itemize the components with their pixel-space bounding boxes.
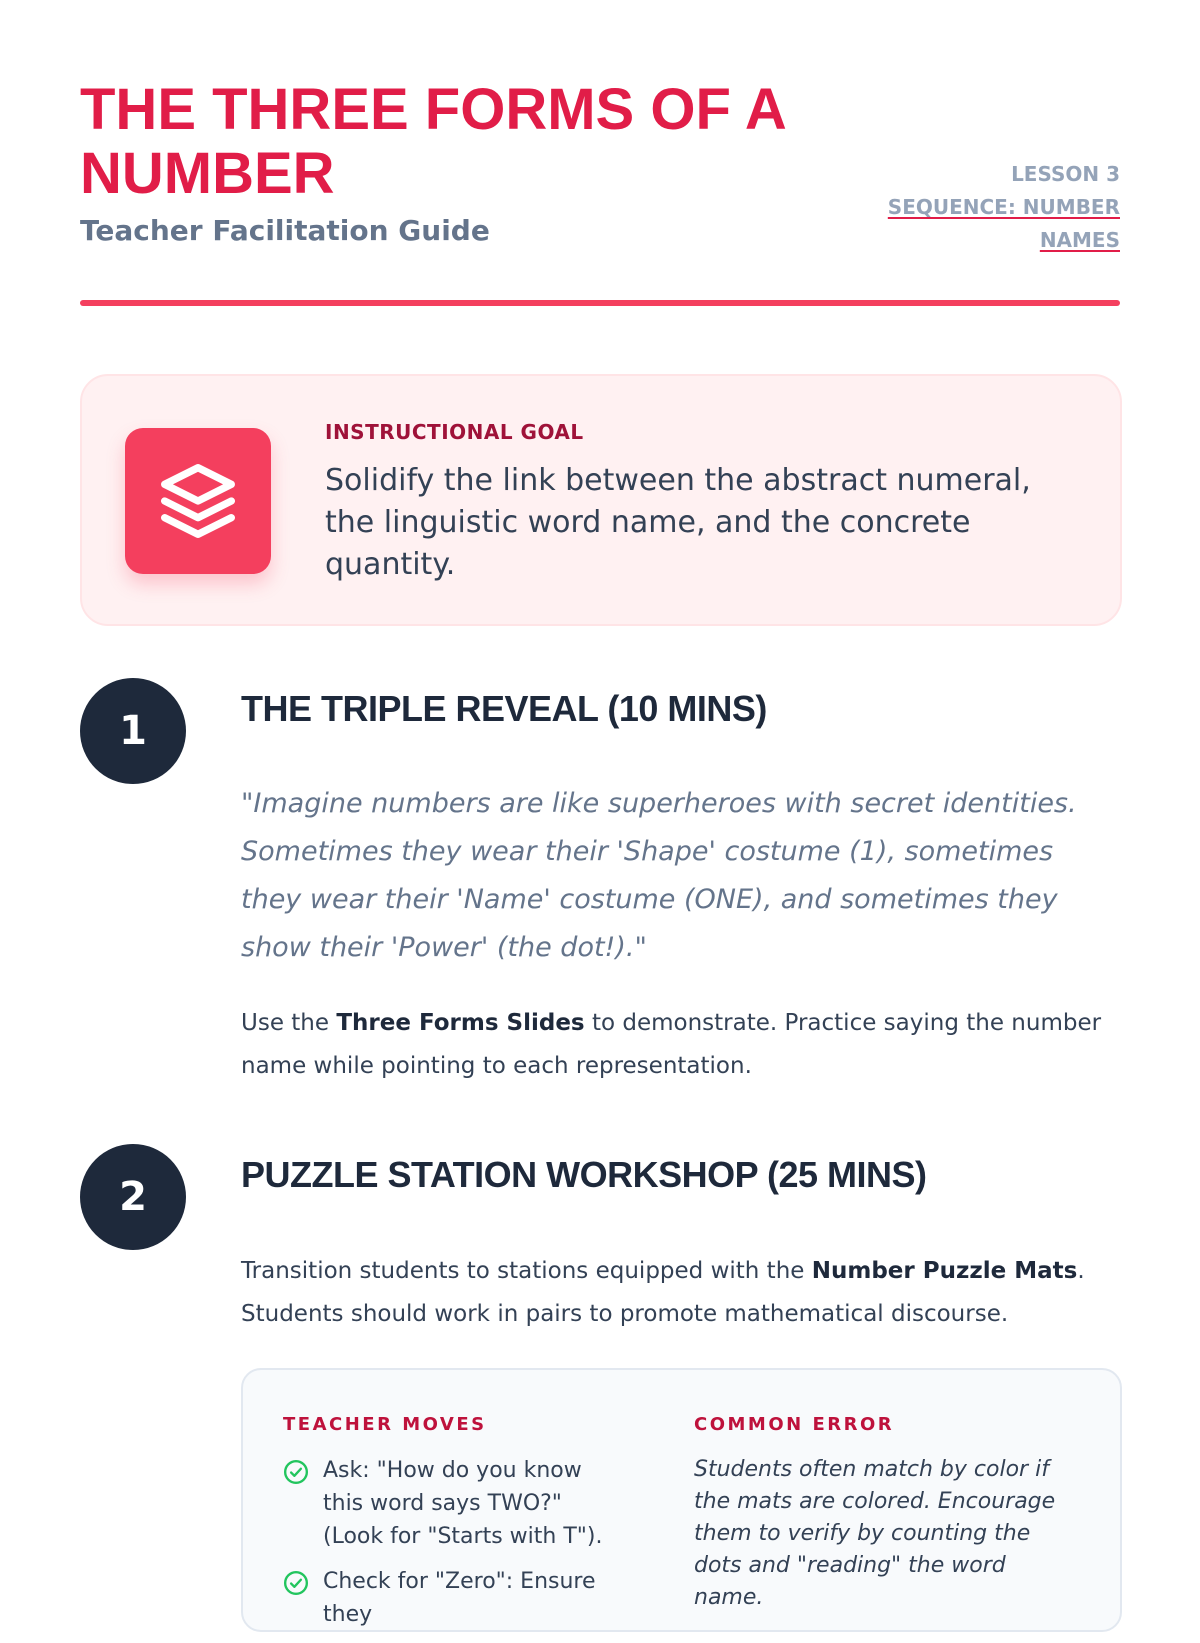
three-forms-slides-resource: Three Forms Slides bbox=[336, 1010, 585, 1036]
step-1-quote: "Imagine numbers are like superheroes with secret identities. Sometimes they wear their 'Shape' costume (1), sometimes they wear their 'Name' costume (ONE), and sometimes they show their 'Power' (the dot!)." bbox=[241, 788, 1077, 963]
list-item bbox=[283, 1454, 623, 1553]
step-2-text: Transition students to stations equipped with the bbox=[241, 1258, 812, 1284]
step-1-text: Use the bbox=[241, 1010, 337, 1036]
page-title: THE THREE FORMS OF A NUMBER bbox=[80, 77, 785, 206]
step-1-badge: 1 bbox=[80, 678, 186, 784]
layers-icon bbox=[125, 428, 271, 574]
lesson-page bbox=[80, 0, 1120, 1627]
instructional-goal-card bbox=[80, 374, 1122, 626]
lesson-meta bbox=[860, 158, 1120, 257]
facilitation-tips-panel bbox=[241, 1368, 1122, 1632]
teacher-moves-heading: TEACHER MOVES bbox=[283, 1414, 487, 1435]
check-circle-icon bbox=[283, 1459, 309, 1485]
step-2-text-end: . Students should work in pairs to promote mathematical discourse. bbox=[241, 1258, 1085, 1327]
step-1-text-end: to demonstrate. Practice saying the number name while pointing to each representation. bbox=[241, 1010, 1102, 1079]
teacher-move-text: Check for "Zero": Ensure they bbox=[323, 1569, 596, 1627]
step-2-title: PUZZLE STATION WORKSHOP (25 MINS) bbox=[241, 1154, 927, 1195]
step-2-badge: 2 bbox=[80, 1144, 186, 1250]
teacher-move-text: Ask: "How do you know this word says TWO?" (Look for "Starts with T"). bbox=[323, 1458, 603, 1549]
step-1-title: THE TRIPLE REVEAL (10 MINS) bbox=[241, 688, 767, 729]
number-puzzle-mats-resource: Number Puzzle Mats bbox=[811, 1258, 1078, 1284]
header-divider bbox=[80, 300, 1120, 306]
step-2-instructions bbox=[241, 1250, 1121, 1336]
goal-label: INSTRUCTIONAL GOAL bbox=[325, 420, 584, 444]
page-subtitle: Teacher Facilitation Guide bbox=[80, 214, 490, 247]
common-error-heading: COMMON ERROR bbox=[694, 1414, 895, 1435]
list-item bbox=[283, 1565, 623, 1631]
teacher-moves-list bbox=[283, 1454, 623, 1643]
step-1-instructions bbox=[241, 1002, 1121, 1088]
lesson-number: LESSON 3 bbox=[1011, 162, 1120, 186]
common-error-text: Students often match by color if the mats are colored. Encourage them to verify by counting the dots and "reading" the word name. bbox=[694, 1457, 1056, 1610]
check-circle-icon bbox=[283, 1570, 309, 1596]
goal-text: Solidify the link between the abstract numeral, the linguistic word name, and the concrete quantity. bbox=[325, 463, 1031, 582]
sequence-link[interactable]: SEQUENCE: NUMBER NAMES bbox=[887, 195, 1120, 252]
